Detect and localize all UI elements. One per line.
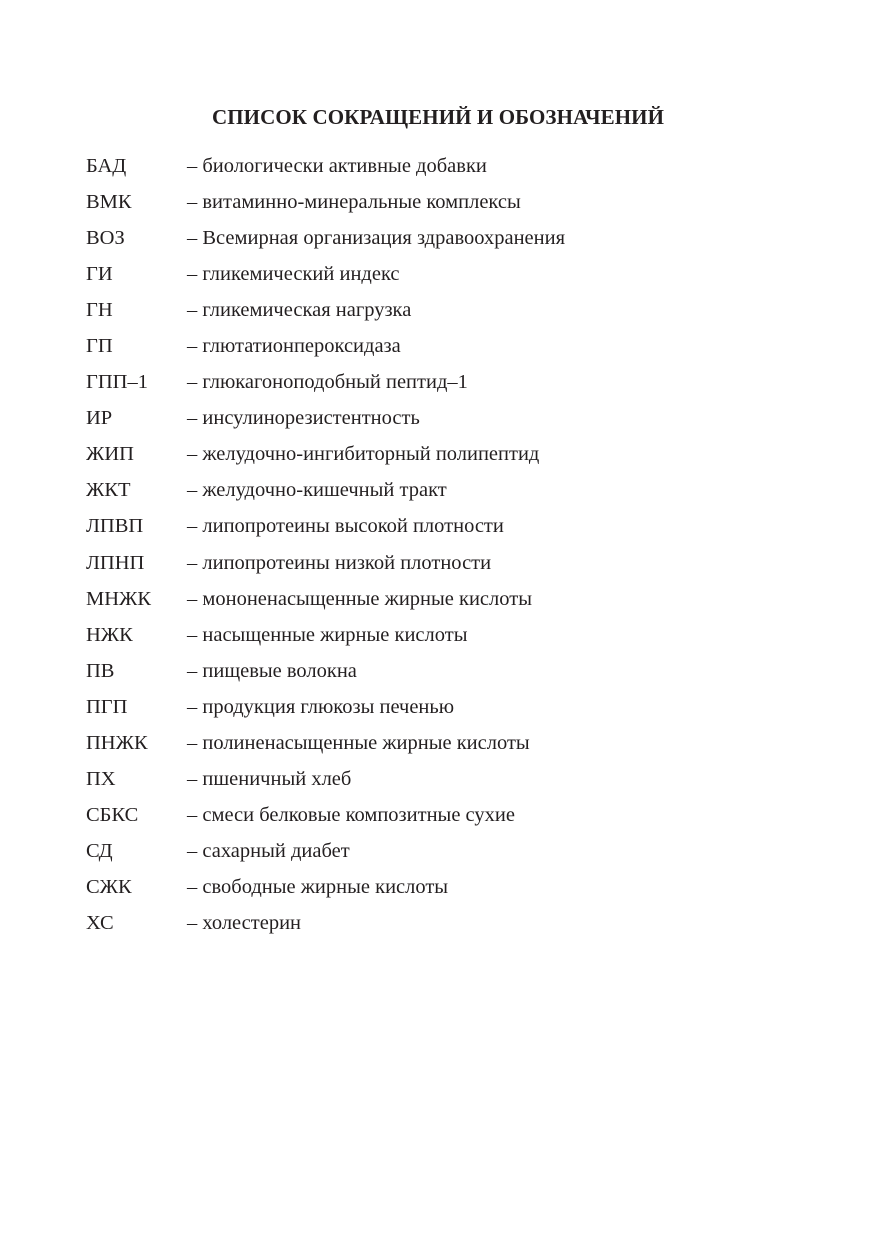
page-title: СПИСОК СОКРАЩЕНИЙ И ОБОЗНАЧЕНИЙ	[211, 105, 665, 129]
list-item	[86, 404, 786, 440]
list-item	[86, 549, 786, 585]
abbreviation: СЖК	[86, 875, 132, 898]
list-item	[86, 837, 786, 873]
definition: – глюкагоноподобный пептид–1	[187, 371, 468, 394]
list-item	[86, 729, 786, 765]
definition: – гликемический индекс	[187, 263, 400, 286]
list-item	[86, 621, 786, 657]
abbreviation: ГН	[86, 299, 113, 322]
definition: – свободные жирные кислоты	[187, 875, 449, 898]
definition: – биологически активные добавки	[187, 155, 487, 177]
list-item	[86, 332, 786, 368]
abbreviation: МНЖК	[86, 587, 152, 610]
definition: – Всемирная организация здравоохранения	[187, 227, 566, 250]
abbreviation: ИР	[86, 407, 113, 430]
list-item	[86, 693, 786, 729]
definition: – мононенасыщенные жирные кислоты	[187, 587, 532, 610]
definition: – продукция глюкозы печенью	[187, 695, 455, 718]
list-item	[86, 260, 786, 296]
abbreviation: СБКС	[86, 803, 139, 826]
abbreviation: ЖИП	[86, 443, 134, 466]
definition: – насыщенные жирные кислоты	[187, 623, 468, 646]
list-item	[86, 224, 786, 260]
abbreviation: ПГП	[86, 695, 128, 718]
definition: – липопротеины низкой плотности	[187, 551, 492, 574]
abbreviation: ГП	[86, 335, 113, 358]
abbreviation: ГИ	[86, 263, 113, 286]
list-item	[86, 440, 786, 476]
definition: – пшеничный хлеб	[187, 767, 352, 790]
abbreviation: ЖКТ	[86, 479, 131, 502]
abbreviation: ПВ	[86, 659, 115, 682]
list-item	[86, 368, 786, 404]
abbreviation: ПХ	[86, 767, 116, 790]
definition: – глютатионпероксидаза	[187, 335, 401, 358]
list-item	[86, 476, 786, 512]
definition: – липопротеины высокой плотности	[187, 515, 504, 538]
definition: – витаминно-минеральные комплексы	[187, 191, 521, 214]
abbreviation: ЛПВП	[86, 515, 144, 538]
definition: – холестерин	[187, 911, 302, 934]
definition: – желудочно-кишечный тракт	[187, 479, 447, 502]
list-item	[86, 296, 786, 332]
abbreviation: НЖК	[86, 623, 133, 646]
definition: – инсулинорезистентность	[187, 407, 420, 430]
abbreviation: ЛПНП	[86, 551, 145, 574]
abbreviation: ВМК	[86, 191, 132, 214]
list-item	[86, 801, 786, 837]
list-item	[86, 152, 786, 188]
definition: – пищевые волокна	[187, 659, 357, 682]
definition: – смеси белковые композитные сухие	[187, 803, 515, 826]
abbreviation: ПНЖК	[86, 731, 148, 754]
list-item	[86, 873, 786, 909]
abbreviation: ВОЗ	[86, 227, 125, 250]
list-item	[86, 188, 786, 224]
definition: – желудочно-ингибиторный полипептид	[187, 443, 540, 466]
list-item	[86, 657, 786, 693]
abbreviation: ХС	[86, 911, 114, 934]
abbreviation: СД	[86, 839, 113, 862]
list-item	[86, 512, 786, 548]
list-item	[86, 909, 786, 945]
abbreviation-list	[86, 152, 786, 945]
definition: – сахарный диабет	[187, 839, 350, 862]
definition: – полиненасыщенные жирные кислоты	[187, 731, 530, 754]
list-item	[86, 765, 786, 801]
abbreviation: БАД	[86, 155, 127, 177]
list-item	[86, 585, 786, 621]
definition: – гликемическая нагрузка	[187, 299, 412, 322]
abbreviation: ГПП–1	[86, 371, 148, 394]
